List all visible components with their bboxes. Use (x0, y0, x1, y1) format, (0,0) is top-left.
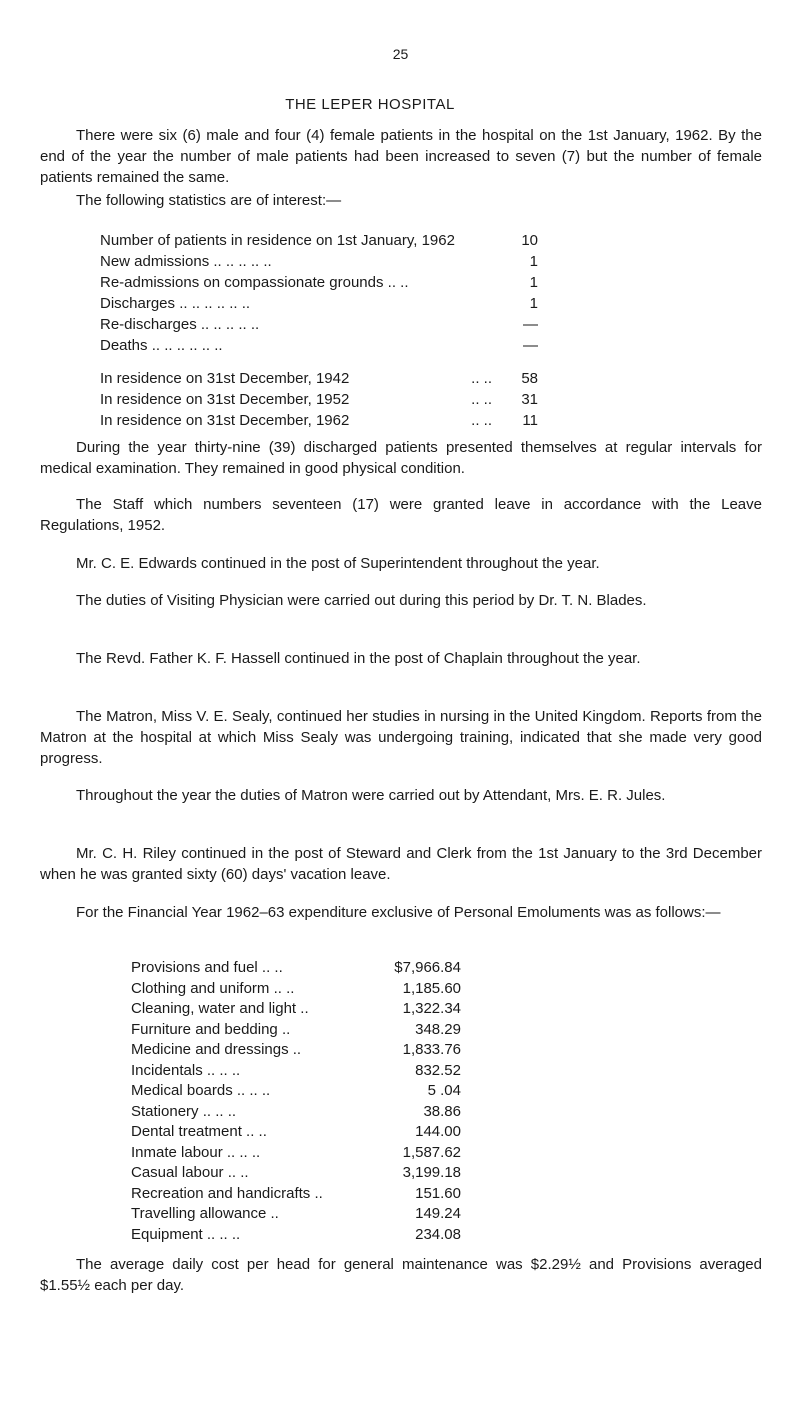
expenditure-row: Medical boards .. .. .. 5 .04 (131, 1082, 461, 1099)
closing-paragraph: The average daily cost per head for general maintenance was $2.29½ and Provisions averaged $1.55½ each per day. (40, 1256, 762, 1294)
expenditure-row: Incidentals .. .. .. 832.52 (131, 1061, 461, 1079)
residence-row: In residence on 31st December, 1942 .. .. 58 (100, 370, 538, 387)
expenditure-row: Provisions and fuel .. .. $7,966.84 (131, 959, 461, 976)
expenditure-row: Medicine and dressings .. 1,833.76 (131, 1041, 461, 1058)
paragraph-discharged: During the year thirty-nine (39) discharged patients presented themselves at regular intervals for medical examination. They remained in good physical condition. (40, 439, 762, 477)
stat-row: Re-discharges .. .. .. .. .. — (100, 316, 538, 333)
paragraph-matron: The Matron, Miss V. E. Sealy, continued her studies in nursing in the United Kingdom. Reports from the Matron at the hospital at which Miss Sealy was undergoing training, indicated that she made very good progress. (40, 708, 762, 767)
stat-row: Discharges .. .. .. .. .. .. 1 (100, 295, 538, 312)
expenditure-row: Equipment .. .. .. 234.08 (131, 1225, 461, 1243)
stat-row: Re-admissions on compassionate grounds .. .. 1 (100, 274, 538, 291)
stat-row: Number of patients in residence on 1st January, 1962 10 (100, 232, 538, 249)
expenditure-row: Clothing and uniform .. .. 1,185.60 (131, 979, 461, 997)
residence-list (100, 368, 538, 431)
statistics-list (100, 230, 538, 356)
residence-row: In residence on 31st December, 1952 .. .. 31 (100, 391, 538, 408)
paragraph-attendant: Throughout the year the duties of Matron were carried out by Attendant, Mrs. E. R. Jules. (76, 787, 666, 804)
stat-row: Deaths .. .. .. .. .. .. — (100, 337, 538, 354)
page-title: THE LEPER HOSPITAL (285, 96, 455, 113)
paragraph-chaplain: The Revd. Father K. F. Hassell continued in the post of Chaplain throughout the year. (76, 650, 641, 667)
paragraph-superintendent: Mr. C. E. Edwards continued in the post of Superintendent throughout the year. (76, 555, 600, 572)
expenditure-row: Stationery .. .. .. 38.86 (131, 1102, 461, 1120)
expenditure-row: Furniture and bedding .. 348.29 (131, 1020, 461, 1038)
stat-row: New admissions .. .. .. .. .. 1 (100, 253, 538, 270)
paragraph-staff: The Staff which numbers seventeen (17) were granted leave in accordance with the Leave Regulations, 1952. (40, 496, 762, 534)
page-number: 25 (392, 46, 409, 62)
residence-row: In residence on 31st December, 1962 .. .. 11 (100, 412, 538, 429)
expenditure-row: Casual labour .. .. 3,199.18 (131, 1164, 461, 1181)
paragraph-physician: The duties of Visiting Physician were carried out during this period by Dr. T. N. Blades. (76, 592, 647, 609)
expenditure-row: Cleaning, water and light .. 1,322.34 (131, 1000, 461, 1017)
intro-paragraph: There were six (6) male and four (4) female patients in the hospital on the 1st January, 1962. By the end of the year the number of male patients had been increased to seven (7) but the number of female patients remained the same. (40, 127, 762, 186)
paragraph-expenditure-intro: For the Financial Year 1962–63 expenditure exclusive of Personal Emoluments was as follows:— (76, 904, 721, 921)
expenditure-row: Inmate labour .. .. .. 1,587.62 (131, 1143, 461, 1161)
expenditure-row: Dental treatment .. .. 144.00 (131, 1123, 461, 1140)
paragraph-steward: Mr. C. H. Riley continued in the post of Steward and Clerk from the 1st January to the 3rd December when he was granted sixty (60) days' vacation leave. (40, 845, 762, 883)
expenditure-table (131, 958, 461, 1245)
expenditure-row: Travelling allowance .. 149.24 (131, 1205, 461, 1222)
expenditure-row: Recreation and handicrafts .. 151.60 (131, 1184, 461, 1202)
stats-intro: The following statistics are of interest:— (76, 192, 342, 209)
